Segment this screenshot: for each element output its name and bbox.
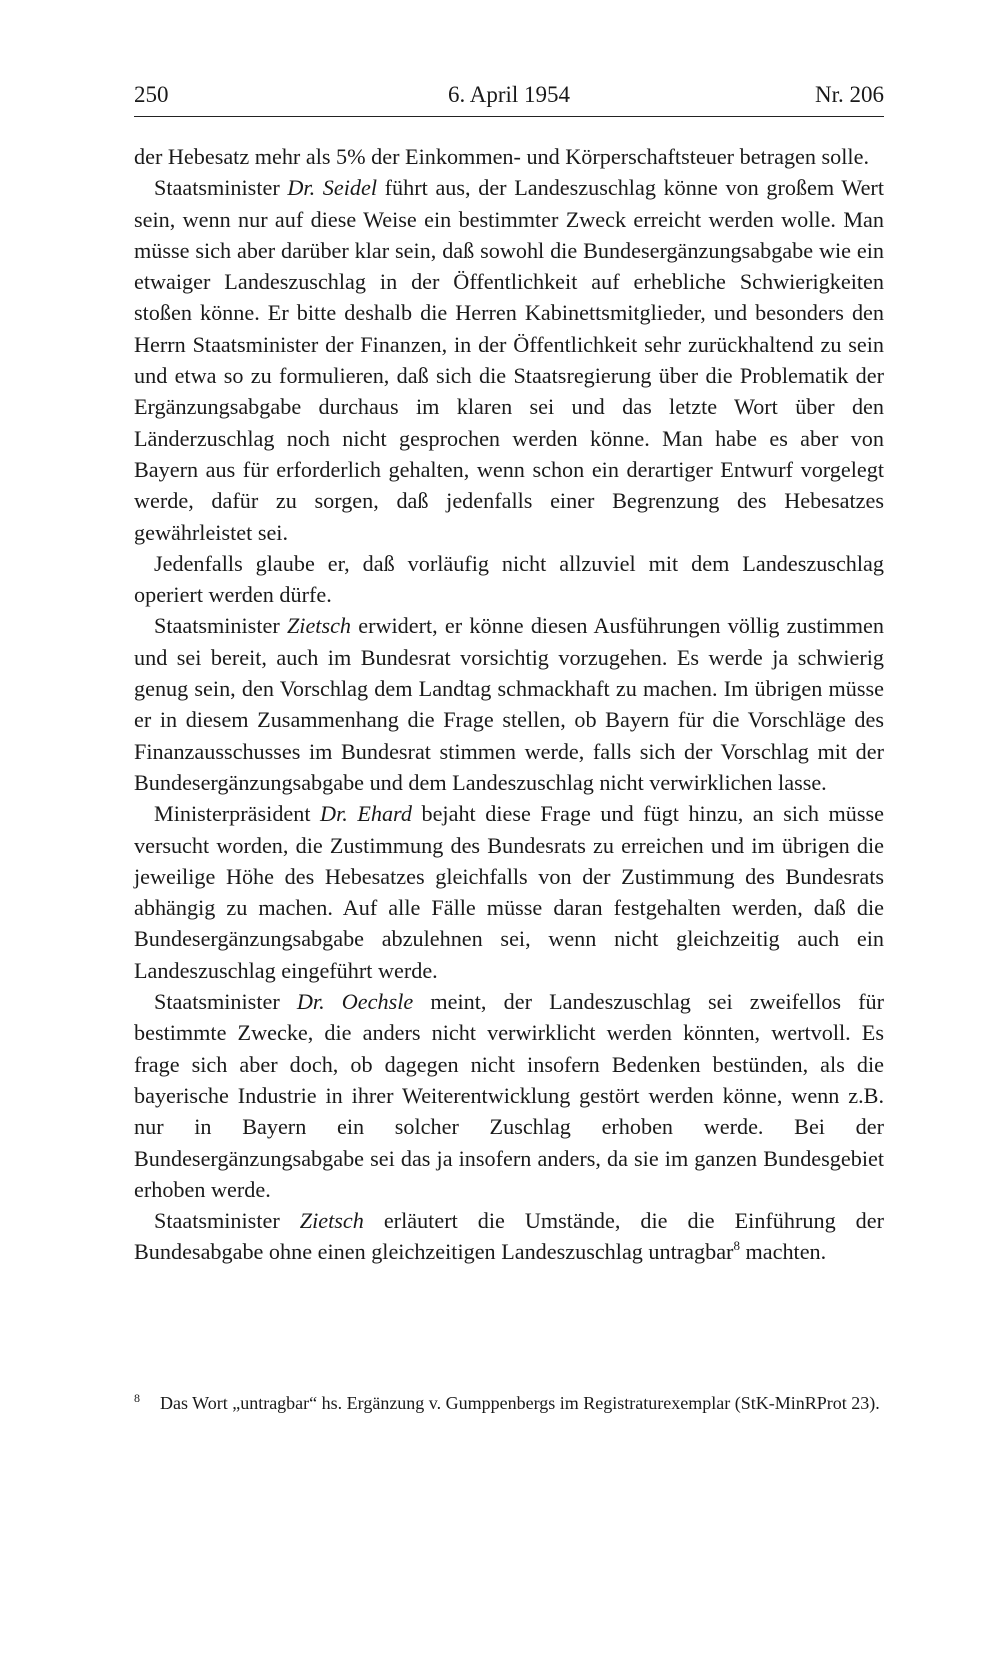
- paragraph: [134, 548, 884, 611]
- paragraph-text: Jedenfalls glaube er, daß vorläufig nicht allzuviel mit dem Landeszuschlag operiert werden dürfe.: [134, 550, 884, 608]
- header-date: 6. April 1954: [447, 82, 571, 107]
- paragraph-text: Staatsminister: [154, 613, 287, 639]
- footnote-mark: 8: [134, 1391, 140, 1405]
- paragraph-text: machten.: [739, 1239, 827, 1265]
- paragraph-text: erwidert, er könne diesen Ausführungen völlig zustimmen und sei bereit, auch im Bundesrat vorsichtig vorzugehen. Es werde ja schwierig genug sein, den Vorschlag dem Landtag schmackhaft zu machen. Im übrigen müsse er in diesem Zusammenhang die Frage stellen, ob Bayern für die Vorschläge des Finanzausschusses im Bundesrat stimmen werde, falls sich der Vorschlag mit der Bundesergänzungsabgabe und dem Landeszuschlag nicht verwirklichen lasse.: [134, 613, 884, 795]
- paragraph: [134, 798, 884, 986]
- footnote-reference[interactable]: 8: [733, 1238, 740, 1254]
- paragraph: [134, 610, 884, 798]
- paragraph-text: bejaht diese Frage und fügt hinzu, an sich müsse versucht worden, die Zustimmung des Bundesrats zu erreichen und im übrigen die jeweilige Höhe des Hebesatzes gleichfalls von der Zustimmung des Bundesrats abhängig zu machen. Auf alle Fälle müsse daran festgehalten werden, daß die Bundesergänzungsabgabe abzulehnen sei, wenn nicht gleichzeitig auch ein Landeszuschlag eingeführt werde.: [134, 801, 885, 983]
- paragraph: [134, 986, 884, 1205]
- paragraph: [134, 1205, 884, 1268]
- speaker-name: Dr. Ehard: [320, 801, 412, 827]
- speaker-name: Zietsch: [299, 1208, 364, 1234]
- paragraph-text: Staatsminister: [154, 989, 297, 1015]
- paragraph-text: erläutert die Umstände, die die Einführung der Bundesabgabe ohne einen gleichzeitigen Landeszuschlag untragbar: [134, 1208, 885, 1265]
- paragraph: [134, 172, 884, 548]
- paragraph-text: meint, der Landeszuschlag sei zweifellos für bestimmte Zwecke, die anders nicht verwirklicht werden könnten, wertvoll. Es frage sich aber doch, ob dagegen nicht insofern Bedenken bestünden, als die bayerische Industrie in ihrer Weiterentwicklung gestört werden könne, wenn z.B. nur in Bayern ein solcher Zuschlag erhoben werde. Bei der Bundesergänzungsabgabe sei das ja insofern anders, da sie im ganzen Bundesgebiet erhoben werde.: [134, 989, 884, 1202]
- running-header: [134, 82, 884, 117]
- paragraph-text: der Hebesatz mehr als 5% der Einkommen- und Körperschaftsteuer betragen solle.: [134, 144, 869, 169]
- page-number: 250: [134, 82, 169, 107]
- body-text: [134, 141, 884, 1268]
- paragraph: [134, 141, 884, 172]
- footnote: [134, 1391, 884, 1415]
- speaker-name: Dr. Seidel: [287, 175, 377, 201]
- paragraph-text: Staatsminister: [154, 175, 288, 201]
- speaker-name: Dr. Oechsle: [296, 989, 414, 1015]
- paragraph-text: Staatsminister: [154, 1208, 300, 1234]
- footnote-text: Das Wort „untragbar“ hs. Ergänzung v. Gumppenbergs im Registraturexemplar (StK-MinRProt 23).: [160, 1393, 880, 1413]
- paragraph-text: Ministerpräsident: [154, 801, 321, 827]
- issue-number: Nr. 206: [815, 82, 884, 107]
- paragraph-text: führt aus, der Landeszuschlag könne von großem Wert sein, wenn nur auf diese Weise ein bestimmter Zweck erreicht werden wolle. Man müsse sich aber darüber klar sein, daß sowohl die Bundesergänzungsabgabe wie ein etwaiger Landeszuschlag in der Öffentlichkeit auf erhebliche Schwierigkeiten stoßen könne. Er bitte deshalb die Herren Kabinettsmitglieder, und besonders den Herrn Staatsminister der Finanzen, in der Öffentlichkeit sehr zurückhaltend zu sein und etwa so zu formulieren, daß sich die Staatsregierung über die Problematik der Ergänzungsabgabe durchaus im klaren sei und das letzte Wort über den Länderzuschlag noch nicht gesprochen werden könne. Man habe es aber von Bayern aus für erforderlich gehalten, wenn schon ein derartiger Entwurf vorgelegt werde, dafür zu sorgen, daß jedenfalls einer Begrenzung des Hebesatzes gewährleistet sei.: [134, 175, 884, 545]
- speaker-name: Zietsch: [286, 613, 352, 639]
